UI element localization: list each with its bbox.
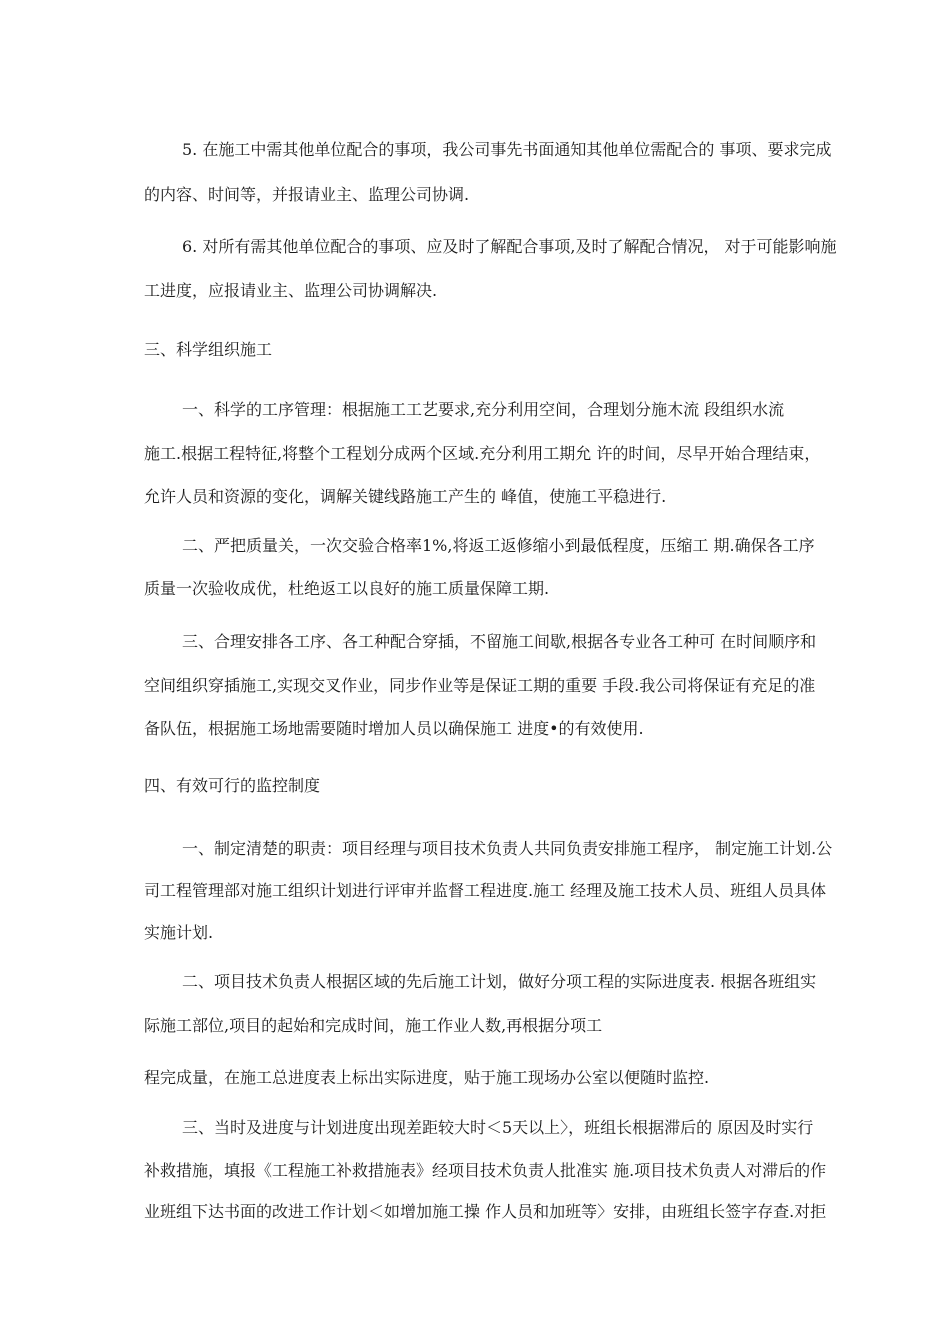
sec3-item3-line-3: 备队伍，根据施工场地需要随时增加人员以确保施工 进度•的有效使用. <box>144 719 644 738</box>
sec4-item1-line-3: 实施计划. <box>144 923 214 942</box>
sec3-item3-line-2: 空间组织穿插施工,实现交叉作业，同步作业等是保证工期的重要 手段.我公司将保证有充足的准 <box>144 676 816 695</box>
sec4-item3-line-3: 业班组下达书面的改进工作计划＜如增加施工操 作人员和加班等〉安排，由班组长签字存查.对拒 <box>144 1202 827 1221</box>
sec3-item2-line-2: 质量一次验收成优，杜绝返工以良好的施工质量保障工期. <box>144 579 550 598</box>
sec4-item2-line-3: 程完成量，在施工总进度表上标出实际进度，贴于施工现场办公室以便随时监控. <box>144 1068 710 1087</box>
section-heading-4: 四、有效可行的监控制度 <box>144 776 321 795</box>
sec4-item1-line-1: 一、制定清楚的职责：项目经理与项目技术负责人共同负责安排施工程序， 制定施工计划.公 <box>182 839 833 858</box>
para-6-line-1: 6. 对所有需其他单位配合的事项、应及时了解配合事项,及时了解配合情况， 对于可能影响施 <box>182 237 837 256</box>
para-5-line-2: 的内容、时间等，并报请业主、监理公司协调. <box>144 185 470 204</box>
section-heading-3: 三、科学组织施工 <box>144 340 273 359</box>
para-5-line-1: 5. 在施工中需其他单位配合的事项，我公司事先书面通知其他单位需配合的 事项、要求完成 <box>182 140 832 159</box>
sec4-item1-line-2: 司工程管理部对施工组织计划进行评审并监督工程进度.施工 经理及施工技术人员、班组人员具体 <box>144 881 827 900</box>
sec4-item3-line-2: 补救措施，填报《工程施工补救措施表》经项目技术负责人批准实 施.项目技术负责人对滞后的作 <box>144 1161 827 1180</box>
sec4-item2-line-1: 二、项目技术负责人根据区域的先后施工计划，做好分项工程的实际进度表. 根据各班组实 <box>182 972 817 991</box>
sec3-item1-line-2: 施工.根据工程特征,将整个工程划分成两个区域.充分利用工期允 许的时间，尽早开始合理结束， <box>144 444 821 463</box>
sec3-item1-line-3: 允许人员和资源的变化，调解关键线路施工产生的 峰值，使施工平稳进行. <box>144 487 667 506</box>
sec4-item3-line-1: 三、当时及进度与计划进度出现差距较大时＜5天以上〉，班组长根据滞后的 原因及时实行 <box>182 1118 814 1137</box>
para-6-line-2: 工进度，应报请业主、监理公司协调解决. <box>144 281 438 300</box>
sec3-item2-line-1: 二、严把质量关，一次交验合格率1%,将返工返修缩小到最低程度，压缩工 期.确保各工序 <box>182 536 815 555</box>
sec3-item1-line-1: 一、科学的工序管理：根据施工工艺要求,充分利用空间，合理划分施木流 段组织水流 <box>182 400 785 419</box>
sec4-item2-line-2: 际施工部位,项目的起始和完成时间，施工作业人数,再根据分项工 <box>144 1016 603 1035</box>
sec3-item3-line-1: 三、合理安排各工序、各工种配合穿插，不留施工间歇,根据各专业各工种可 在时间顺序和 <box>182 632 817 651</box>
